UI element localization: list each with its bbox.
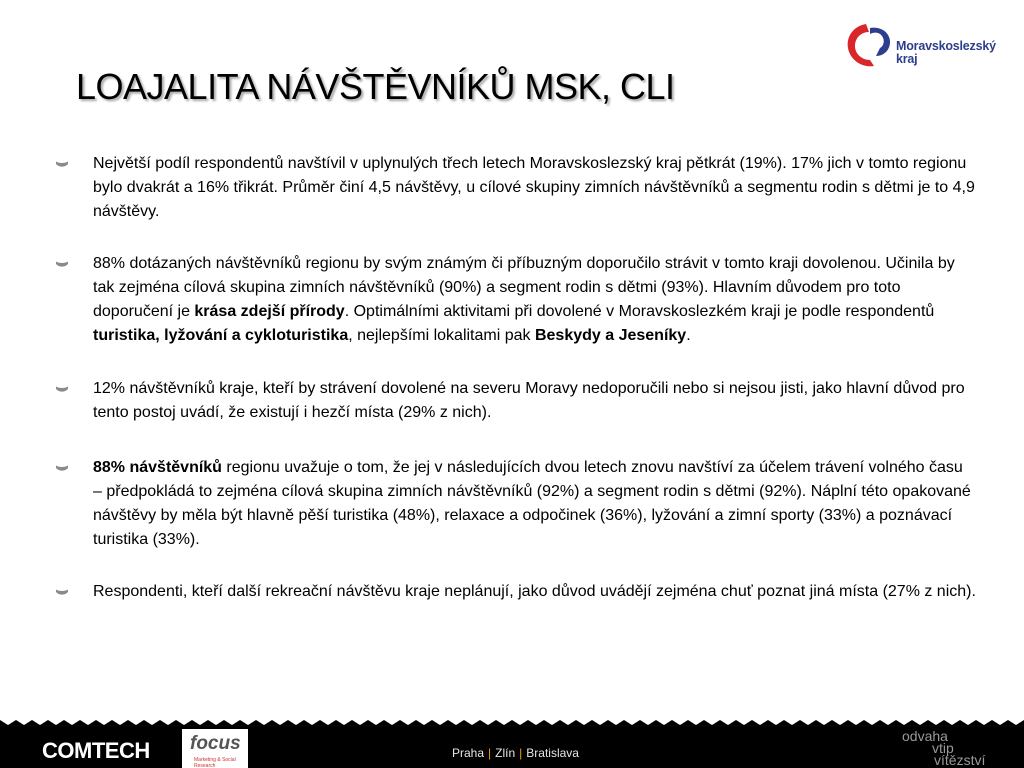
bold-text-segment: Beskydy a Jeseníky [534,327,687,344]
bullet-icon [56,465,68,472]
torn-edge-decoration [0,716,1024,728]
focus-logo-text: focus [190,733,241,754]
list-item [56,152,976,224]
moravskoslezsky-kraj-logo [840,20,1010,72]
comtech-logo: COMTECH [42,738,150,763]
text-segment: Respondenti, kteří další rekreační návštěvu kraje neplánují, jako důvod uvádějí zejména chuť poznat jiná místa (27% z nich). [93,583,976,600]
text-segment: . [686,327,691,344]
text-segment: Největší podíl respondentů navštívil v uplynulých třech letech Moravskoslezský kraj pětkrát (19%). 17% jich v tomto regionu bylo dvakrát a 16% třikrát. Průměr činí 4,5 návštěvy, u cílové skupiny zimních návštěvníků a segmentu rodin s dětmi je to 4,9 návštěvy. [93,155,975,220]
motto-word-3: vítězství [934,752,986,768]
text-segment: regionu uvažuje o tom, že jej v následujících dvou letech znovu navštíví za účelem trávení volného času – předpokládá to zejména cílová skupina zimních návštěvníků (92%) a segment rodin s dětmi (92%). Náplní této opakované návštěvy by měla být hlavně pěší turistika (48%), relaxace a odpočinek (36%), lyžování a zimní sporty (33%) a poznávací turistika (33%). [93,459,971,548]
focus-logo [182,729,248,768]
bullet-icon [56,161,68,168]
list-item [56,580,976,604]
motto-word-2: vtip [932,740,954,756]
page-title: LOAJALITA NÁVŠTĚVNÍKŮ MSK, CLI [76,66,675,107]
text-segment: 88% dotázaných návštěvníků regionu by svým známým či příbuzným doporučilo strávit v tomto kraji dovolenou. Učinila by tak zejména cílová skupina zimních návštěvníků (90%) a segment rodin s dětmi (93%). Hlavním důvodem pro toto doporučení je [93,255,955,320]
bullet-icon [56,386,68,393]
list-item [56,456,976,552]
list-item [56,252,976,348]
text-segment: 12% návštěvníků kraje, kteří by strávení dovolené na severu Moravy nedoporučili nebo si nejsou jisti, jako hlavní důvod pro tento postoj uvádí, že existují i hezčí místa (29% z nich). [93,380,965,421]
bullet-list [56,152,976,632]
motto-word-1: odvaha [902,728,948,744]
bold-text-segment: 88% návštěvníků [93,459,222,476]
footer-cities [452,746,579,760]
bullet-icon [56,589,68,596]
footer-bar [0,716,1024,768]
city-separator: | [488,746,492,760]
logo-line-1: Moravskoslezský [896,39,996,53]
list-item [56,377,976,425]
logo-text [896,40,996,66]
bold-text-segment: krása zdejší přírody [194,303,345,320]
city-bratislava: Bratislava [526,746,579,760]
bold-text-segment: turistika, lyžování a cykloturistika [93,327,349,344]
kraj-emblem-icon [840,20,894,72]
city-separator: | [519,746,523,760]
city-praha: Praha [452,746,485,760]
logo-line-2: kraj [896,52,918,66]
city-zlin: Zlín [495,746,516,760]
bullet-icon [56,261,68,268]
focus-logo-subtitle: Marketing & Social Research [194,757,236,768]
text-segment: . Optimálními aktivitami při dovolené v Moravskoslezkém kraji je podle respondentů [344,303,935,320]
footer-motto [900,728,990,768]
text-segment: , nejlepšími lokalitami pak [348,327,535,344]
